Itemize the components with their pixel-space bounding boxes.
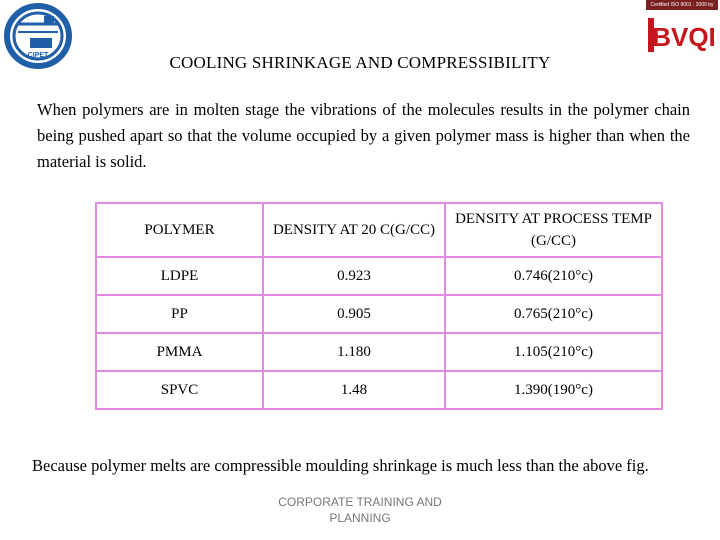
table-header-row: [96, 203, 662, 257]
footer-text: CORPORATE TRAINING AND PLANNING: [278, 495, 442, 525]
table-cell-density-process: 1.105(210°c): [445, 333, 662, 371]
bvqi-logo-text: BVQI: [652, 22, 716, 52]
table-cell-polymer: LDPE: [96, 257, 263, 295]
column-header-density-20c: DENSITY AT 20 C(G/CC): [263, 203, 445, 257]
density-table: [95, 202, 663, 410]
table-row: [96, 295, 662, 333]
intro-paragraph: When polymers are in molten stage the vibrations of the molecules results in the polymer chain being pushed apart so that the volume occupied by a given polymer mass is higher than when the material is solid.: [37, 100, 690, 171]
table-cell-polymer: SPVC: [96, 371, 263, 409]
table-cell-density-20c: 1.48: [263, 371, 445, 409]
table-cell-polymer: PMMA: [96, 333, 263, 371]
bvqi-cert-text: Certified ISO 9001 : 2000 by: [646, 0, 718, 10]
column-header-polymer: POLYMER: [96, 203, 263, 257]
slide-title: COOLING SHRINKAGE AND COMPRESSIBILITY: [169, 53, 551, 72]
table-cell-polymer: PP: [96, 295, 263, 333]
table-cell-density-20c: 1.180: [263, 333, 445, 371]
table-cell-density-20c: 0.905: [263, 295, 445, 333]
table-row: [96, 257, 662, 295]
conclusion-note: Because polymer melts are compressible moulding shrinkage is much less than the above fig.: [32, 456, 649, 475]
table-cell-density-process: 0.765(210°c): [445, 295, 662, 333]
table-row: [96, 333, 662, 371]
table-cell-density-process: 0.746(210°c): [445, 257, 662, 295]
table-cell-density-20c: 0.923: [263, 257, 445, 295]
table-cell-density-process: 1.390(190°c): [445, 371, 662, 409]
table-row: [96, 371, 662, 409]
bvqi-logo-icon: [646, 0, 718, 54]
cipet-logo-text: CIPET: [27, 52, 49, 59]
column-header-density-process: DENSITY AT PROCESS TEMP (G/CC): [445, 203, 662, 257]
